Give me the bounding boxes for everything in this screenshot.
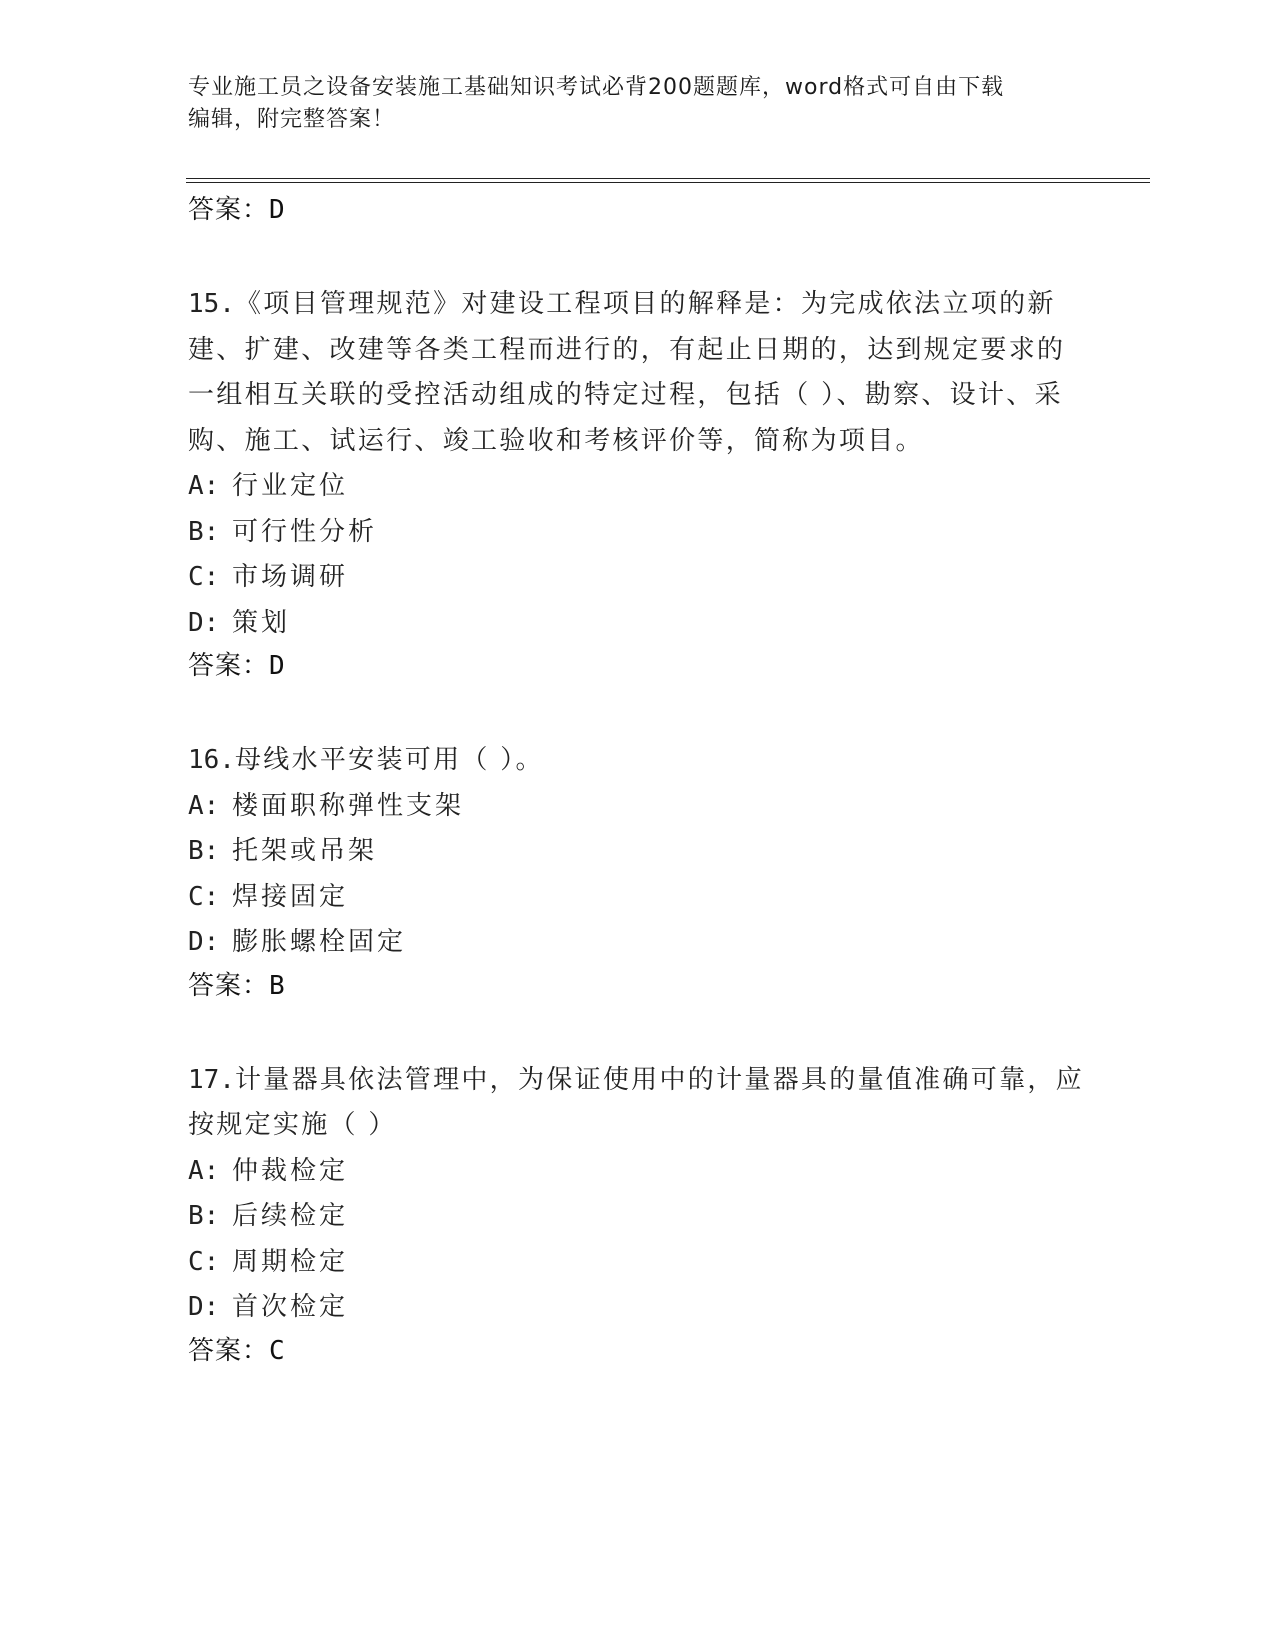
option-d: [188, 920, 1088, 966]
header-line-1: 专业施工员之设备安装施工基础知识考试必背200题题库，word格式可自由下载: [188, 75, 1005, 100]
header-line-2: 编辑，附完整答案！: [188, 107, 396, 132]
question-number: 16.: [188, 745, 235, 775]
answer-label: 答案：: [188, 651, 270, 681]
option-letter: D:: [188, 927, 220, 957]
option-text: 策划: [232, 607, 291, 638]
answer-line: [188, 646, 1088, 686]
answer-label: 答案：: [188, 970, 270, 1001]
option-text: 后续检定: [232, 1201, 349, 1231]
option-b: [188, 1194, 1088, 1240]
option-text: 首次检定: [232, 1292, 349, 1322]
answer-value: D: [269, 651, 286, 681]
header-rule-bottom: [186, 182, 1150, 183]
question-text: [188, 1058, 1088, 1149]
question-16: [188, 738, 1088, 1006]
option-letter: D:: [188, 1292, 220, 1322]
option-text: 仲裁检定: [232, 1155, 349, 1186]
option-letter: C:: [188, 881, 220, 912]
option-c: [188, 1240, 1088, 1286]
option-letter: D:: [188, 607, 220, 638]
question-stem: 母线水平安装可用（ ）。: [234, 745, 544, 775]
option-text: 可行性分析: [232, 516, 378, 547]
question-17: [188, 1058, 1088, 1371]
answer-line: [188, 1331, 1088, 1371]
option-letter: B:: [188, 516, 220, 547]
option-b: [188, 510, 1088, 556]
answer-value: B: [269, 970, 286, 1001]
option-letter: A:: [188, 1155, 220, 1186]
option-b: [188, 829, 1088, 875]
option-letter: C:: [188, 562, 220, 592]
answer-line: [188, 966, 1088, 1006]
option-letter: C:: [188, 1246, 220, 1277]
answer-label: 答案：: [188, 195, 270, 225]
option-text: 周期检定: [232, 1246, 349, 1277]
option-text: 市场调研: [232, 562, 349, 592]
option-letter: B:: [188, 1201, 220, 1231]
question-number: 15.: [188, 289, 235, 319]
option-text: 焊接固定: [232, 881, 349, 912]
document-header: [188, 72, 1088, 136]
answer-value: D: [269, 195, 286, 225]
option-letter: A:: [188, 790, 220, 821]
question-stem: 计量器具依法管理中，为保证使用中的计量器具的量值准确可靠，应按规定实施（ ）: [188, 1064, 1084, 1140]
question-15: [188, 282, 1088, 686]
question-stem: 《项目管理规范》对建设工程项目的解释是：为完成依法立项的新建、扩建、改建等各类工程而进行的，有起止日期的，达到规定要求的一组相互关联的受控活动组成的特定过程，包括（ ）、勘察、设计、采购、施工、试运行、竣工验收和考核评价等，简称为项目。: [188, 289, 1066, 456]
document-body: [188, 190, 1088, 1371]
option-a: [188, 1149, 1088, 1195]
option-letter: B:: [188, 836, 220, 866]
answer-line: [188, 190, 1088, 230]
header-rule-top: [186, 178, 1150, 179]
option-letter: A:: [188, 471, 220, 501]
question-text: [188, 282, 1088, 464]
option-d: [188, 601, 1088, 647]
question-text: [188, 738, 1088, 784]
option-text: 膨胀螺栓固定: [232, 927, 407, 957]
option-c: [188, 875, 1088, 921]
answer-label: 答案：: [188, 1335, 270, 1366]
option-a: [188, 464, 1088, 510]
answer-value: C: [269, 1335, 286, 1366]
option-d: [188, 1285, 1088, 1331]
option-c: [188, 555, 1088, 601]
option-text: 托架或吊架: [232, 836, 378, 866]
option-text: 行业定位: [232, 471, 349, 501]
question-number: 17.: [188, 1064, 235, 1095]
option-a: [188, 784, 1088, 830]
option-text: 楼面职称弹性支架: [232, 790, 465, 821]
